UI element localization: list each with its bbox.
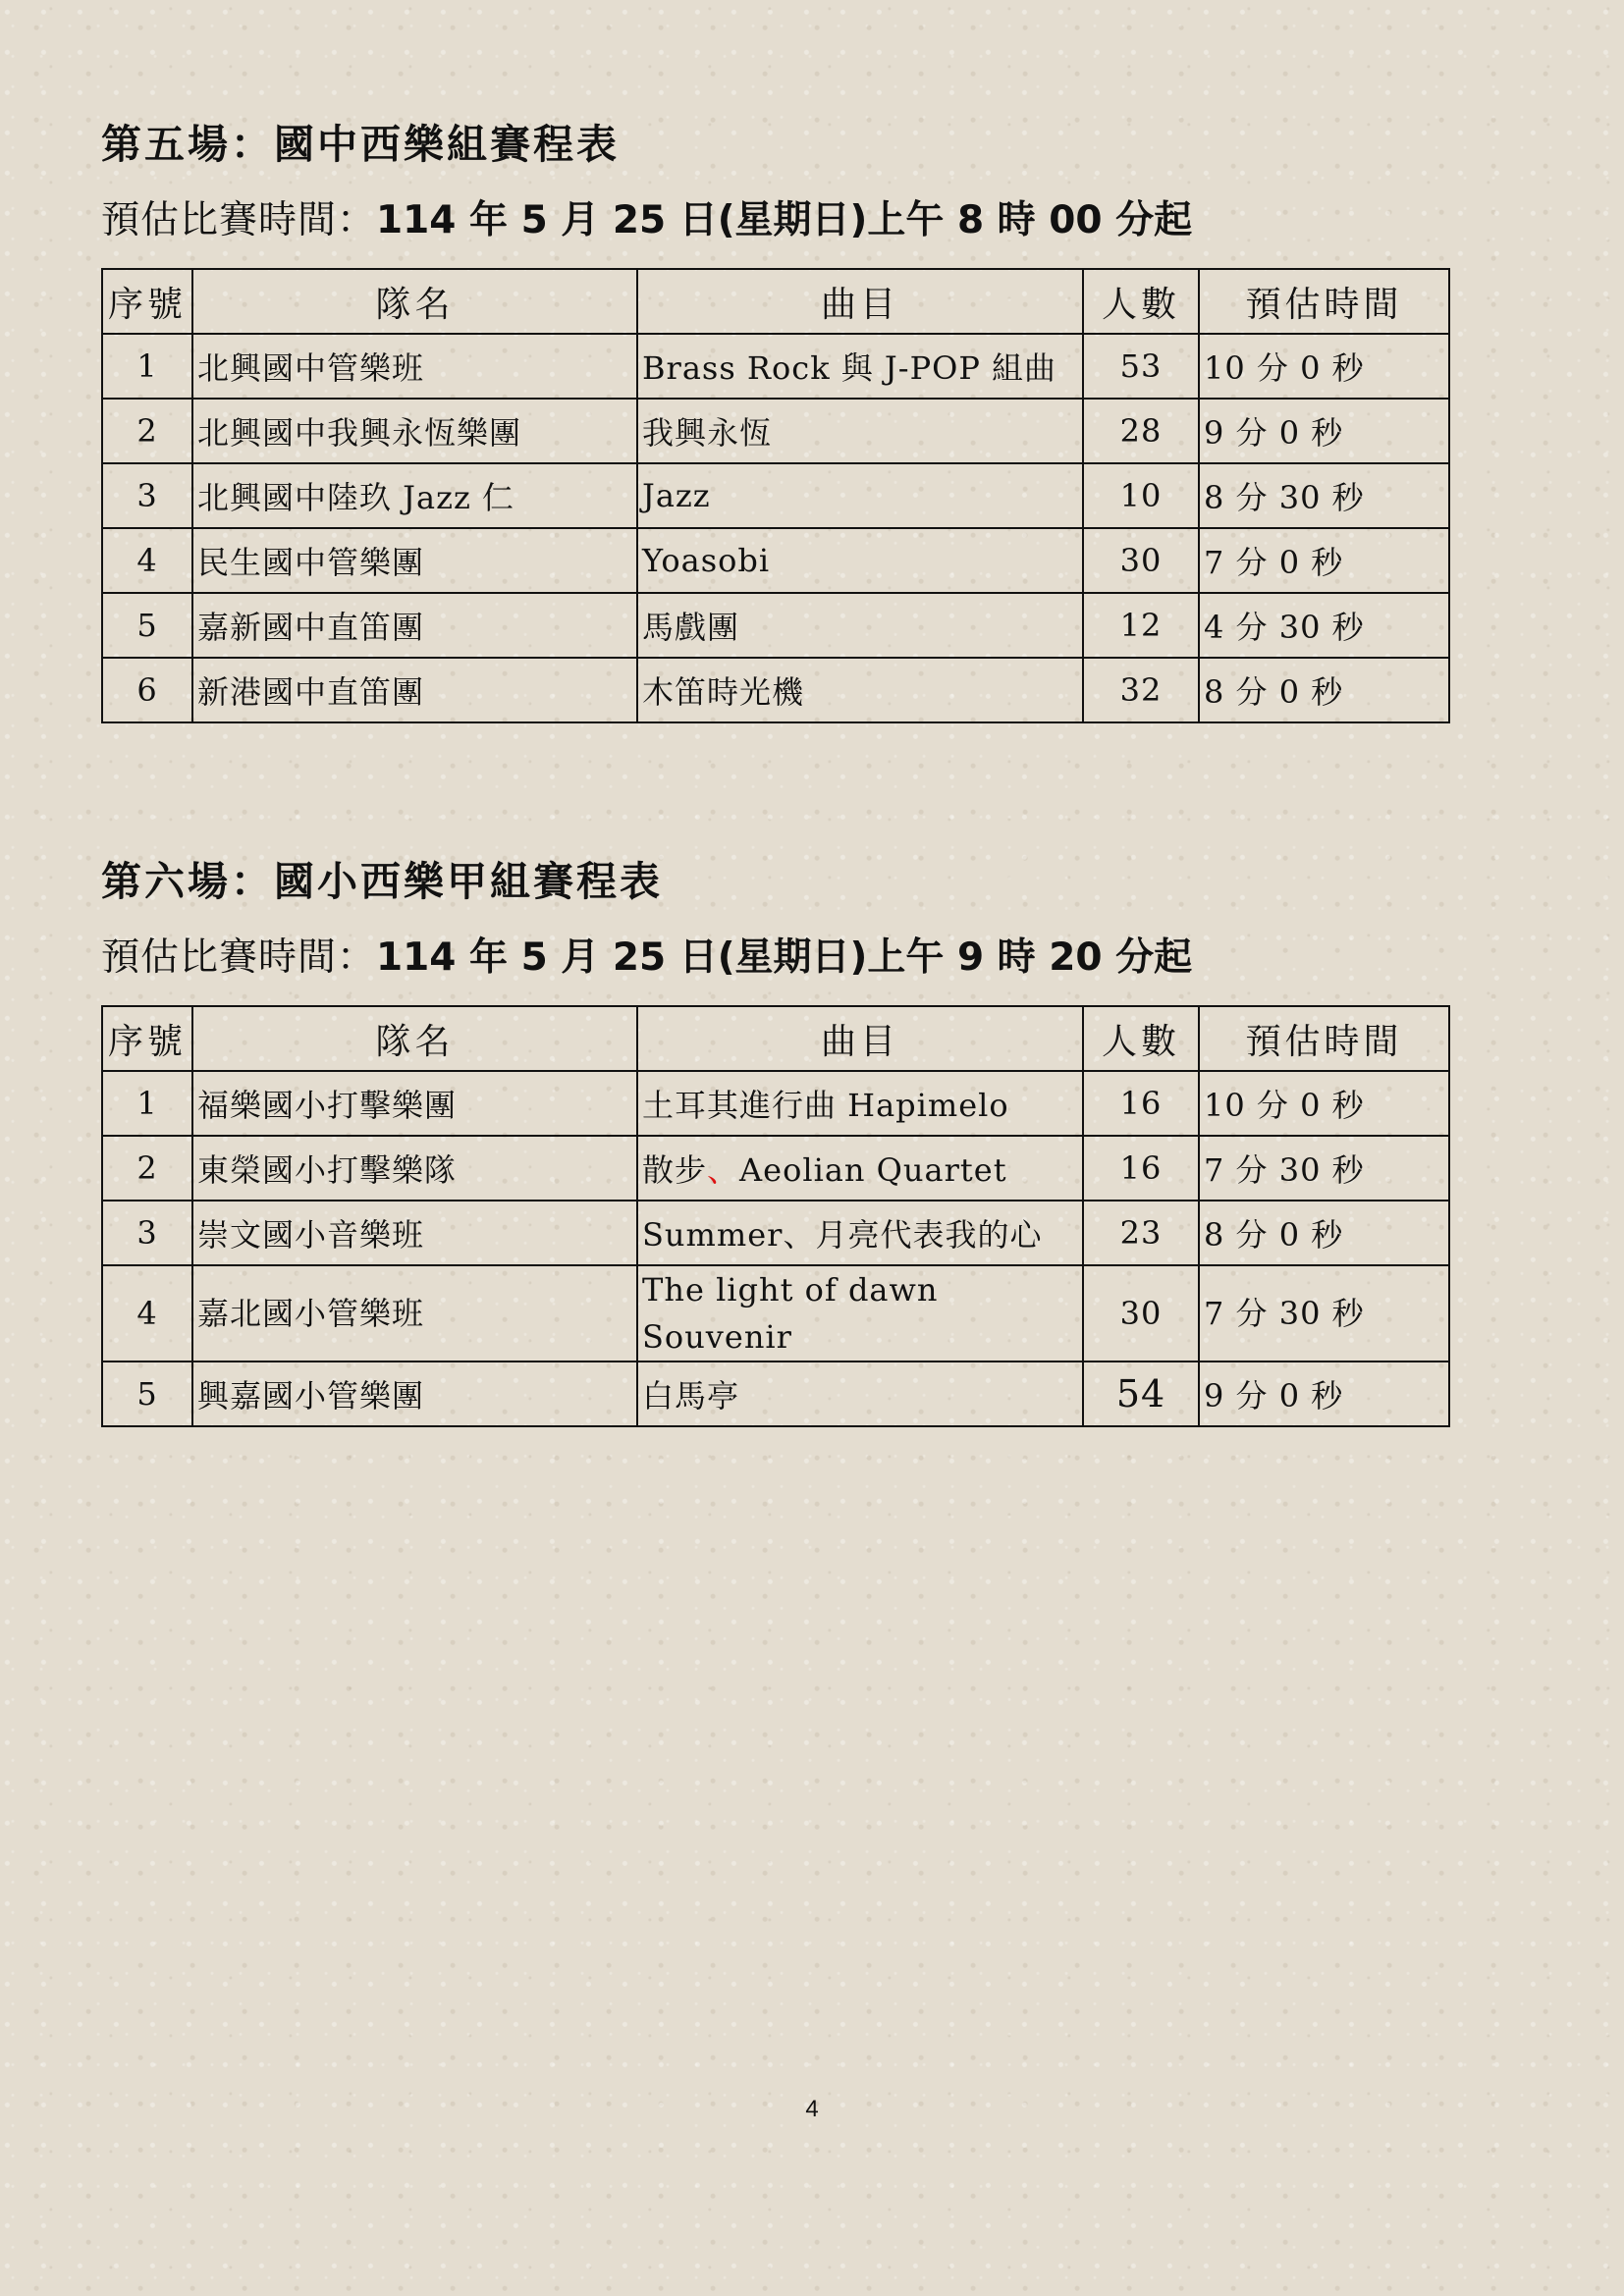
table-row (102, 463, 1449, 528)
row-piece: Jazz (637, 463, 1083, 528)
time-prefix: 預估比賽時間： (101, 198, 377, 242)
row-no: 5 (102, 593, 192, 658)
row-team: 崇文國小音樂班 (192, 1201, 637, 1265)
row-no: 3 (102, 463, 192, 528)
table-row (102, 528, 1449, 593)
row-team: 嘉北國小管樂班 (192, 1265, 637, 1362)
schedule-table (101, 1005, 1450, 1427)
table-row (102, 334, 1449, 399)
row-team: 新港國中直笛團 (192, 658, 637, 722)
row-count: 16 (1083, 1136, 1199, 1201)
piece-line: The light of dawn (642, 1271, 939, 1308)
row-time: 10 分 0 秒 (1199, 1071, 1449, 1136)
row-time: 9 分 0 秒 (1199, 399, 1449, 463)
row-count: 30 (1083, 528, 1199, 593)
header-piece: 曲目 (637, 269, 1083, 334)
section-5 (101, 116, 1448, 711)
row-no: 2 (102, 1136, 192, 1201)
row-no: 1 (102, 334, 192, 399)
row-team: 福樂國小打擊樂團 (192, 1071, 637, 1136)
row-team: 興嘉國小管樂團 (192, 1362, 637, 1426)
schedule-table (101, 268, 1450, 723)
header-time: 預估時間 (1199, 1006, 1449, 1071)
row-time: 8 分 30 秒 (1199, 463, 1449, 528)
row-time: 8 分 0 秒 (1199, 658, 1449, 722)
row-no: 3 (102, 1201, 192, 1265)
row-time: 10 分 0 秒 (1199, 334, 1449, 399)
header-time: 預估時間 (1199, 269, 1449, 334)
time-value: 114 年 5 月 25 日(星期日)上午 8 時 00 分起 (376, 198, 1193, 242)
row-piece: 白馬亭 (637, 1362, 1083, 1426)
section-time (101, 930, 1448, 987)
row-count: 28 (1083, 399, 1199, 463)
header-count: 人數 (1083, 1006, 1199, 1071)
row-count: 32 (1083, 658, 1199, 722)
table-row (102, 1071, 1449, 1136)
piece-part: 散步 (642, 1151, 708, 1189)
section-time (101, 192, 1448, 249)
piece-part: Aeolian Quartet (739, 1151, 1007, 1189)
row-no: 4 (102, 528, 192, 593)
row-count: 23 (1083, 1201, 1199, 1265)
row-piece (637, 1265, 1083, 1362)
section-6 (101, 853, 1448, 1415)
row-time: 7 分 30 秒 (1199, 1265, 1449, 1362)
row-no: 6 (102, 658, 192, 722)
table-row (102, 1265, 1449, 1362)
row-no: 5 (102, 1362, 192, 1426)
time-value: 114 年 5 月 25 日(星期日)上午 9 時 20 分起 (376, 935, 1193, 980)
header-count: 人數 (1083, 269, 1199, 334)
table-row (102, 1201, 1449, 1265)
row-piece: Summer、月亮代表我的心 (637, 1201, 1083, 1265)
row-team: 北興國中陸玖 Jazz 仁 (192, 463, 637, 528)
row-count: 54 (1083, 1362, 1199, 1426)
section-title: 第六場：國小西樂甲組賽程表 (101, 858, 663, 905)
page-number: 4 (805, 2096, 819, 2122)
table-header-row (102, 269, 1449, 334)
row-piece: 馬戲團 (637, 593, 1083, 658)
row-team: 北興國中管樂班 (192, 334, 637, 399)
row-count: 53 (1083, 334, 1199, 399)
piece-separator: 、 (707, 1151, 740, 1189)
row-no: 2 (102, 399, 192, 463)
header-team: 隊名 (192, 269, 637, 334)
table-row (102, 399, 1449, 463)
row-time: 7 分 0 秒 (1199, 528, 1449, 593)
row-count: 30 (1083, 1265, 1199, 1362)
section-title: 第五場：國中西樂組賽程表 (101, 121, 620, 168)
header-piece: 曲目 (637, 1006, 1083, 1071)
row-time: 4 分 30 秒 (1199, 593, 1449, 658)
time-prefix: 預估比賽時間： (101, 935, 377, 980)
row-piece: Yoasobi (637, 528, 1083, 593)
row-piece (637, 1136, 1083, 1201)
table-row (102, 658, 1449, 722)
header-no: 序號 (102, 1006, 192, 1071)
header-team: 隊名 (192, 1006, 637, 1071)
row-count: 10 (1083, 463, 1199, 528)
row-time: 9 分 0 秒 (1199, 1362, 1449, 1426)
row-team: 民生國中管樂團 (192, 528, 637, 593)
table-header-row (102, 1006, 1449, 1071)
row-team: 東榮國小打擊樂隊 (192, 1136, 637, 1201)
row-count: 16 (1083, 1071, 1199, 1136)
table-row (102, 1362, 1449, 1426)
piece-line: Souvenir (642, 1318, 792, 1356)
row-no: 1 (102, 1071, 192, 1136)
row-piece: 土耳其進行曲 Hapimelo (637, 1071, 1083, 1136)
row-count: 12 (1083, 593, 1199, 658)
row-team: 北興國中我興永恆樂團 (192, 399, 637, 463)
header-no: 序號 (102, 269, 192, 334)
row-piece: Brass Rock 與 J-POP 組曲 (637, 334, 1083, 399)
row-no: 4 (102, 1265, 192, 1362)
row-team: 嘉新國中直笛團 (192, 593, 637, 658)
table-row (102, 1136, 1449, 1201)
table-row (102, 593, 1449, 658)
row-piece: 我興永恆 (637, 399, 1083, 463)
row-time: 8 分 0 秒 (1199, 1201, 1449, 1265)
row-piece: 木笛時光機 (637, 658, 1083, 722)
row-time: 7 分 30 秒 (1199, 1136, 1449, 1201)
